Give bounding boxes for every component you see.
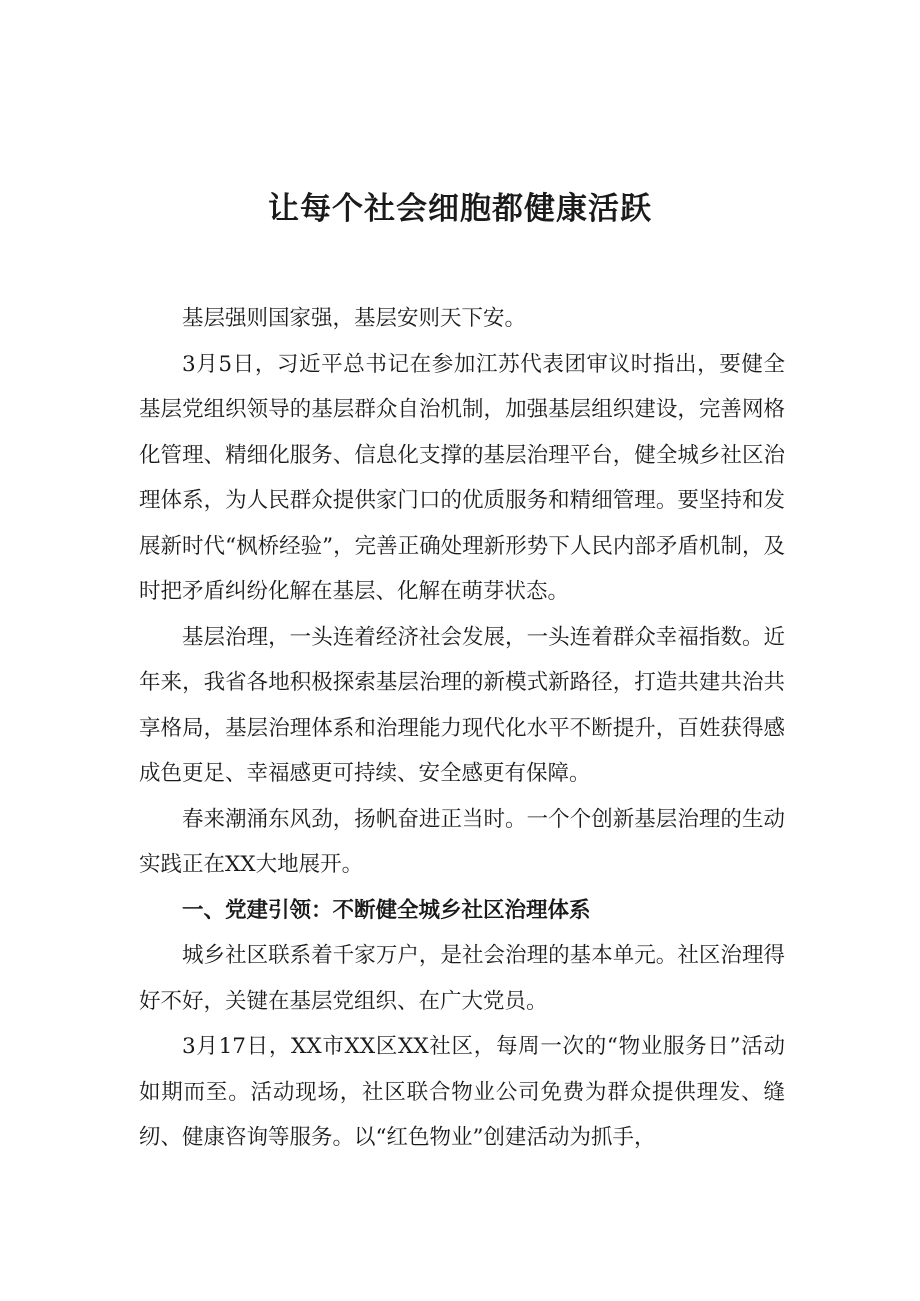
- document-body: [139, 296, 785, 1161]
- paragraph: 城乡社区联系着千家万户，是社会治理的基本单元。社区治理得好不好，关键在基层党组织、在广大党员。: [139, 943, 785, 1014]
- document-title: 让每个社会细胞都健康活跃: [268, 191, 652, 227]
- paragraph: 基层强则国家强，基层安则天下安。: [182, 306, 527, 331]
- paragraph: 3月17日，XX市XX区XX社区，每周一次的“物业服务日”活动如期而至。活动现场，社区联合物业公司免费为群众提供理发、缝纫、健康咨询等服务。以“红色物业”创建活动为抓手，: [139, 1034, 785, 1150]
- paragraph: 春来潮涌东风劲，扬帆奋进正当时。一个个创新基层治理的生动实践正在XX大地展开。: [139, 806, 785, 877]
- paragraph: 基层治理，一头连着经济社会发展，一头连着群众幸福指数。近年来，我省各地积极探索基层治理的新模式新路径，打造共建共治共享格局，基层治理体系和治理能力现代化水平不断提升，百姓获得感成色更足、幸福感更可持续、安全感更有保障。: [139, 624, 785, 786]
- section-heading: 一、党建引领：不断健全城乡社区治理体系: [182, 897, 591, 923]
- paragraph: 3月5日，习近平总书记在参加江苏代表团审议时指出，要健全基层党组织领导的基层群众自治机制，加强基层组织建设，完善网格化管理、精细化服务、信息化支撑的基层治理平台，健全城乡社区治理体系，为人民群众提供家门口的优质服务和精细管理。要坚持和发展新时代“枫桥经验”，完善正确处理新形势下人民内部矛盾机制，及时把矛盾纠纷化解在基层、化解在萌芽状态。: [139, 351, 785, 604]
